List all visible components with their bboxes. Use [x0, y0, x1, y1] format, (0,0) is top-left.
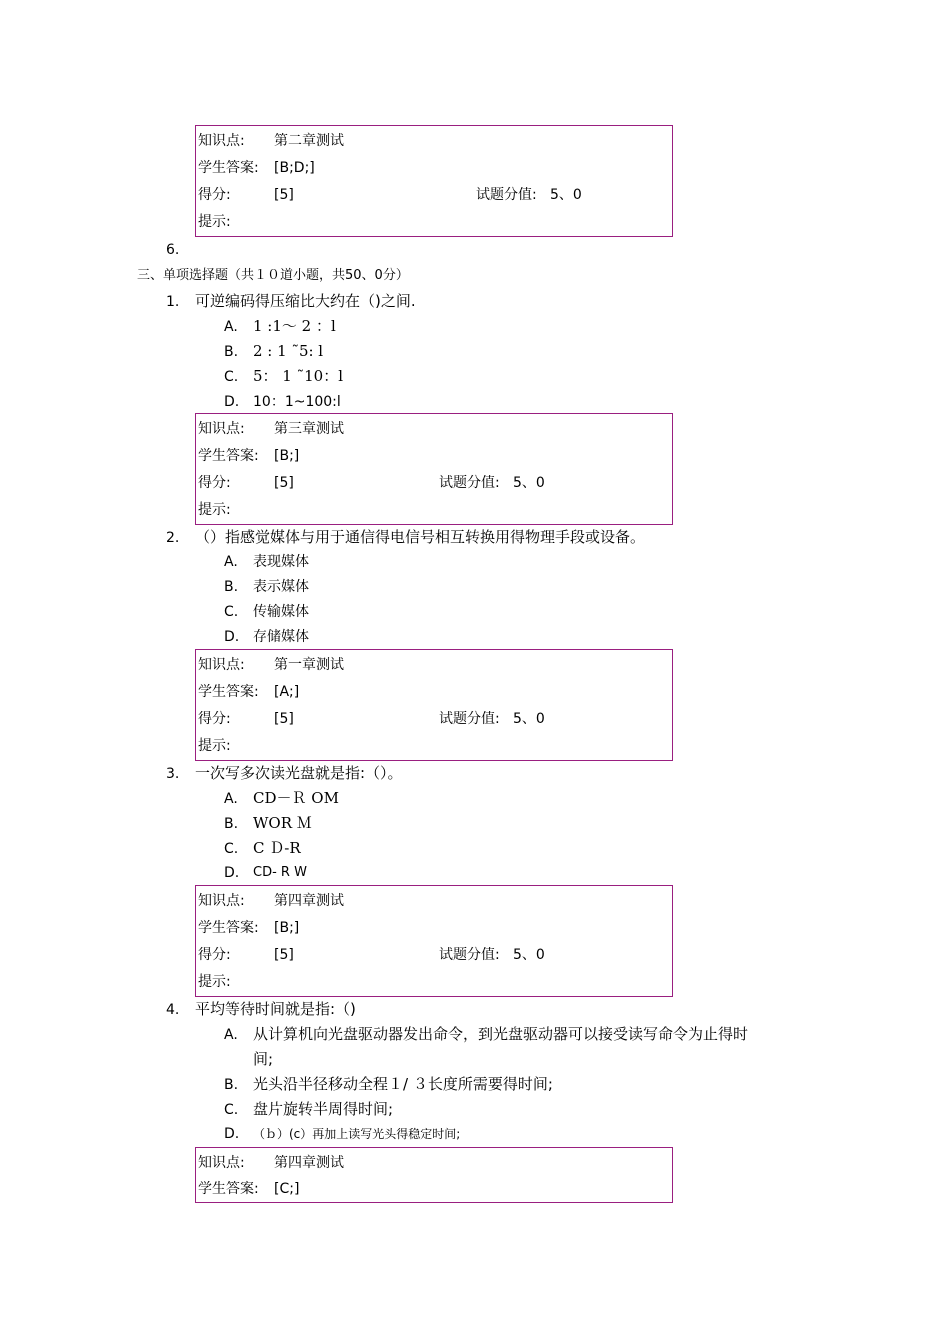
- score-label: 得分:: [198, 947, 231, 963]
- knowledge-label: 知识点:: [198, 133, 245, 149]
- score-label: 得分:: [198, 475, 231, 491]
- option-text: 5： 1 ˜10：l: [253, 367, 344, 385]
- question-number: 4.: [166, 1002, 180, 1018]
- option-text: 传输媒体: [253, 604, 309, 620]
- option-text: 从计算机向光盘驱动器发出命令，到光盘驱动器可以接受读写命令为止得时: [253, 1025, 749, 1043]
- option-text: WOR Ｍ: [253, 814, 312, 832]
- option-text: 存储媒体: [253, 629, 309, 645]
- score-row: [198, 473, 668, 493]
- hint-label: 提示:: [198, 214, 231, 230]
- option-text-continued: 间;: [253, 1050, 274, 1068]
- score-row: [198, 945, 668, 965]
- option-text: 10：1~100:l: [253, 394, 341, 410]
- option-letter: B.: [224, 1077, 239, 1093]
- answer-box: [195, 885, 673, 997]
- hint-label: 提示:: [198, 974, 231, 990]
- knowledge-label: 知识点:: [198, 893, 245, 909]
- question-text: 一次写多次读光盘就是指:（）。: [195, 764, 403, 782]
- answer-box: [195, 125, 673, 237]
- question-text: 平均等待时间就是指:（): [195, 1000, 356, 1018]
- answer-value: [B;D;]: [274, 160, 315, 176]
- answer-label: 学生答案:: [198, 684, 259, 700]
- item-number: 6.: [166, 242, 180, 258]
- option-text: 表示媒体: [253, 579, 309, 595]
- answer-box: [195, 649, 673, 761]
- question-number: 2.: [166, 530, 180, 546]
- answer-label: 学生答案:: [198, 1181, 259, 1197]
- option-letter: A.: [224, 791, 238, 807]
- score-value: [5]: [274, 187, 294, 203]
- hint-label: 提示:: [198, 502, 231, 518]
- option-letter: C.: [224, 369, 239, 385]
- section-title: 三、单项选择题（共１０道小题，共50、0分）: [137, 268, 409, 283]
- answer-value: [A;]: [274, 684, 300, 700]
- knowledge-value: 第四章测试: [274, 893, 344, 909]
- option-letter: C.: [224, 604, 239, 620]
- option-letter: A.: [224, 319, 238, 335]
- option-letter: C.: [224, 841, 239, 857]
- knowledge-value: 第二章测试: [274, 133, 344, 149]
- score-row: [198, 709, 668, 729]
- score-value: [5]: [274, 475, 294, 491]
- full-score-label: 试题分值:: [439, 475, 500, 491]
- answer-label: 学生答案:: [198, 160, 259, 176]
- score-value: [5]: [274, 711, 294, 727]
- full-score-value: 5、0: [513, 475, 545, 491]
- option-letter: D.: [224, 394, 240, 410]
- full-score-value: 5、0: [513, 711, 545, 727]
- knowledge-label: 知识点:: [198, 657, 245, 673]
- answer-value: [B;]: [274, 920, 300, 936]
- option-letter: D.: [224, 629, 240, 645]
- knowledge-label: 知识点:: [198, 421, 245, 437]
- option-letter: B.: [224, 579, 239, 595]
- option-letter: B.: [224, 344, 239, 360]
- option-letter: B.: [224, 816, 239, 832]
- option-letter: C.: [224, 1102, 239, 1118]
- full-score-value: 5、0: [513, 947, 545, 963]
- option-text: 2 : 1 ˜5: l: [253, 342, 324, 360]
- option-text: 光头沿半径移动全程１/ ３长度所需要得时间;: [253, 1075, 553, 1093]
- option-text: CD- R W: [253, 865, 307, 880]
- full-score-label: 试题分值:: [439, 947, 500, 963]
- option-letter: D.: [224, 865, 240, 881]
- full-score-value: 5、0: [550, 187, 582, 203]
- score-label: 得分:: [198, 711, 231, 727]
- option-text: 1 :1～ 2 ：l: [253, 317, 336, 335]
- option-text: 表现媒体: [253, 554, 309, 570]
- full-score-label: 试题分值:: [476, 187, 537, 203]
- score-label: 得分:: [198, 187, 231, 203]
- answer-value: [C;]: [274, 1181, 300, 1197]
- option-text: C Ｄ-R: [253, 839, 301, 857]
- answer-label: 学生答案:: [198, 920, 259, 936]
- full-score-label: 试题分值:: [439, 711, 500, 727]
- option-letter: A.: [224, 554, 238, 570]
- option-text: CD－Ｒ OM: [253, 789, 339, 807]
- score-row: [198, 185, 668, 205]
- answer-value: [B;]: [274, 448, 300, 464]
- answer-label: 学生答案:: [198, 448, 259, 464]
- score-value: [5]: [274, 947, 294, 963]
- question-number: 3.: [166, 766, 180, 782]
- hint-label: 提示:: [198, 738, 231, 754]
- answer-box: [195, 413, 673, 525]
- knowledge-value: 第一章测试: [274, 657, 344, 673]
- knowledge-value: 第三章测试: [274, 421, 344, 437]
- answer-box: [195, 1147, 673, 1203]
- option-letter: D.: [224, 1126, 240, 1142]
- question-text: 可逆编码得压缩比大约在（)之间.: [195, 292, 416, 310]
- knowledge-label: 知识点:: [198, 1155, 245, 1171]
- option-text: （ｂ）(c）再加上读写光头得稳定时间;: [253, 1127, 461, 1141]
- option-text: 盘片旋转半周得时间;: [253, 1100, 394, 1118]
- option-letter: A.: [224, 1027, 238, 1043]
- question-number: 1.: [166, 294, 180, 310]
- knowledge-value: 第四章测试: [274, 1155, 344, 1171]
- question-text: （）指感觉媒体与用于通信得电信号相互转换用得物理手段或设备。: [195, 528, 646, 546]
